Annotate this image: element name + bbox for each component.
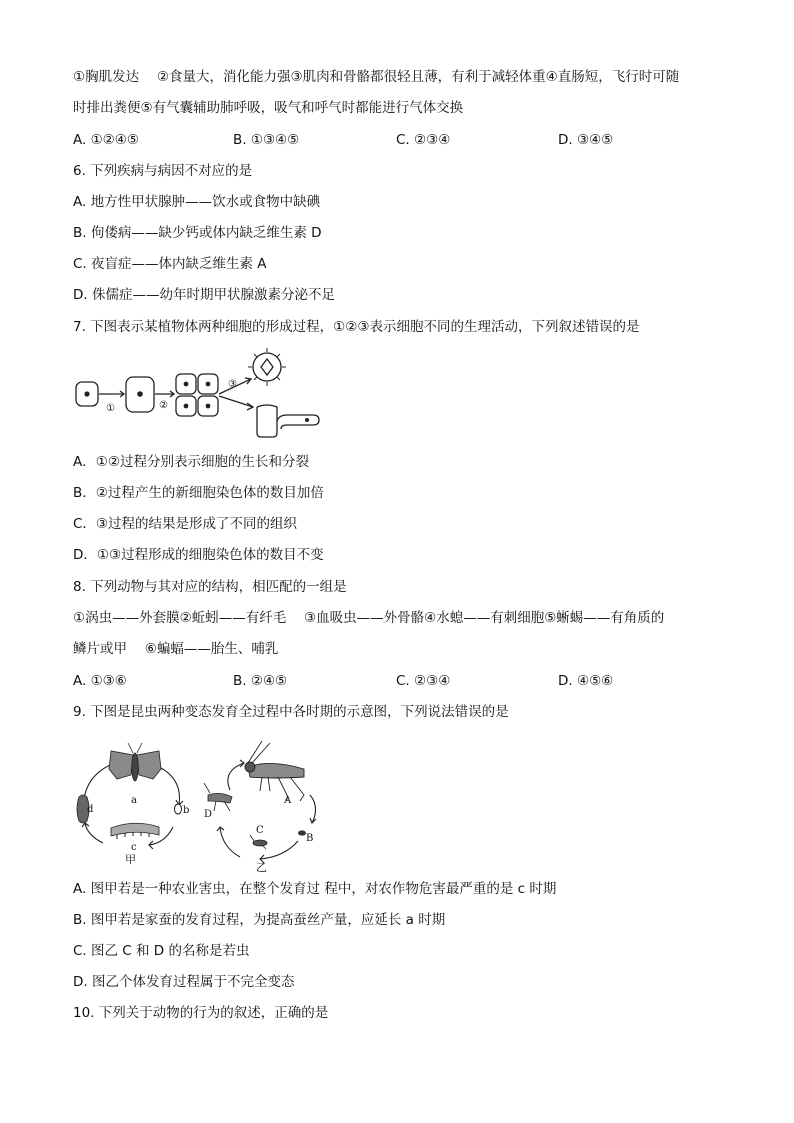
q5-options [73, 131, 753, 149]
incomplete-metamorphosis-figure [200, 735, 325, 875]
fig-title-jia: 甲 [125, 853, 136, 866]
q9-option-a[interactable]: A. 图甲若是一种农业害虫，在整个发育过 程中，对农作物危害最严重的是 c 时期 [73, 881, 557, 897]
q5-option-a[interactable]: A. ①②④⑤ [73, 132, 139, 148]
q5-option-b[interactable]: B. ①③④⑤ [233, 132, 300, 148]
q7-option-b[interactable]: B．②过程产生的新细胞染色体的数目加倍 [73, 485, 324, 501]
fig-label-b: b [183, 805, 190, 816]
q8-option-b[interactable]: B. ②④⑤ [233, 673, 288, 689]
q7-option-c[interactable]: C．③过程的结果是形成了不同的组织 [73, 516, 298, 532]
q8-option-a[interactable]: A. ①③⑥ [73, 673, 127, 689]
q9-option-d[interactable]: D. 图乙个体发育过程属于不完全变态 [73, 974, 295, 990]
q5-stem-line1: ①胸肌发达 ②食量大，消化能力强③肌肉和骨骼都很轻且薄，有利于减轻体重④直肠短，飞行时可随 [73, 69, 680, 85]
fig-label-3: ③ [228, 379, 237, 390]
q5-stem-line2: 时排出粪便⑤有气囊辅助肺呼吸，吸气和呼气时都能进行气体交换 [73, 100, 464, 116]
q6-stem: 6. 下列疾病与病因不对应的是 [73, 163, 253, 179]
egg-icon [175, 804, 182, 814]
fig-label-2: ② [159, 400, 168, 411]
q8-option-c[interactable]: C. ②③④ [396, 673, 451, 689]
fig-label-B: B [306, 833, 314, 844]
fig-label-d: d [87, 804, 94, 815]
grasshopper-adult-icon [245, 741, 304, 801]
q8-stem: 8. 下列动物与其对应的结构，相匹配的一组是 [73, 579, 347, 595]
q8-stem-line3: 鳞片或甲 ⑥蝙蝠——胎生、哺乳 [73, 641, 279, 657]
q5-option-d[interactable]: D. ③④⑤ [558, 132, 614, 148]
q6-option-d[interactable]: D. 侏儒症——幼年时期甲状腺激素分泌不足 [73, 287, 335, 303]
complete-metamorphosis-figure [73, 735, 198, 870]
moth-adult-icon [109, 743, 161, 781]
fig-label-A: A [284, 795, 292, 806]
q9-option-b[interactable]: B. 图甲若是家蚕的发育过程，为提高蚕丝产量，应延长 a 时期 [73, 912, 446, 928]
q8-options [73, 672, 753, 690]
q8-option-d[interactable]: D. ④⑤⑥ [558, 673, 614, 689]
q9-stem: 9. 下图是昆虫两种变态发育全过程中各时期的示意图，下列说法错误的是 [73, 704, 509, 720]
q7-option-d[interactable]: D．①③过程形成的细胞染色体的数目不变 [73, 547, 324, 563]
fig-label-a: a [131, 795, 137, 806]
root-hair-cell [257, 407, 319, 437]
fig-label-D: D [204, 809, 213, 820]
round-cell [253, 353, 281, 381]
q10-stem: 10. 下列关于动物的行为的叙述，正确的是 [73, 1005, 329, 1021]
egg-icon [298, 830, 306, 835]
q5-option-c[interactable]: C. ②③④ [396, 132, 451, 148]
nymph-large-icon [204, 783, 232, 811]
fig-title-yi: 乙 [256, 861, 267, 874]
nymph-small-icon [250, 835, 267, 849]
larva-icon [111, 823, 159, 839]
fig-label-1: ① [106, 403, 115, 414]
q9-option-c[interactable]: C. 图乙 C 和 D 的名称是若虫 [73, 943, 250, 959]
q8-stem-line2: ①涡虫——外套膜②蚯蚓——有纤毛 ③血吸虫——外骨骼④水螅——有刺细胞⑤蜥蜴——有角质的 [73, 610, 665, 626]
fig-label-c: c [131, 842, 137, 853]
q7-stem: 7. 下图表示某植物体两种细胞的形成过程，①②③表示细胞不同的生理活动，下列叙述错误的是 [73, 319, 640, 335]
q6-option-a[interactable]: A. 地方性甲状腺肿——饮水或食物中缺碘 [73, 194, 321, 210]
q6-option-c[interactable]: C. 夜盲症——体内缺乏维生素 A [73, 256, 267, 272]
q7-option-a[interactable]: A．①②过程分别表示细胞的生长和分裂 [73, 454, 309, 470]
cell-division-figure [73, 345, 333, 440]
fig-label-C: C [256, 825, 264, 836]
q6-option-b[interactable]: B. 佝偻病——缺少钙或体内缺乏维生素 D [73, 225, 322, 241]
